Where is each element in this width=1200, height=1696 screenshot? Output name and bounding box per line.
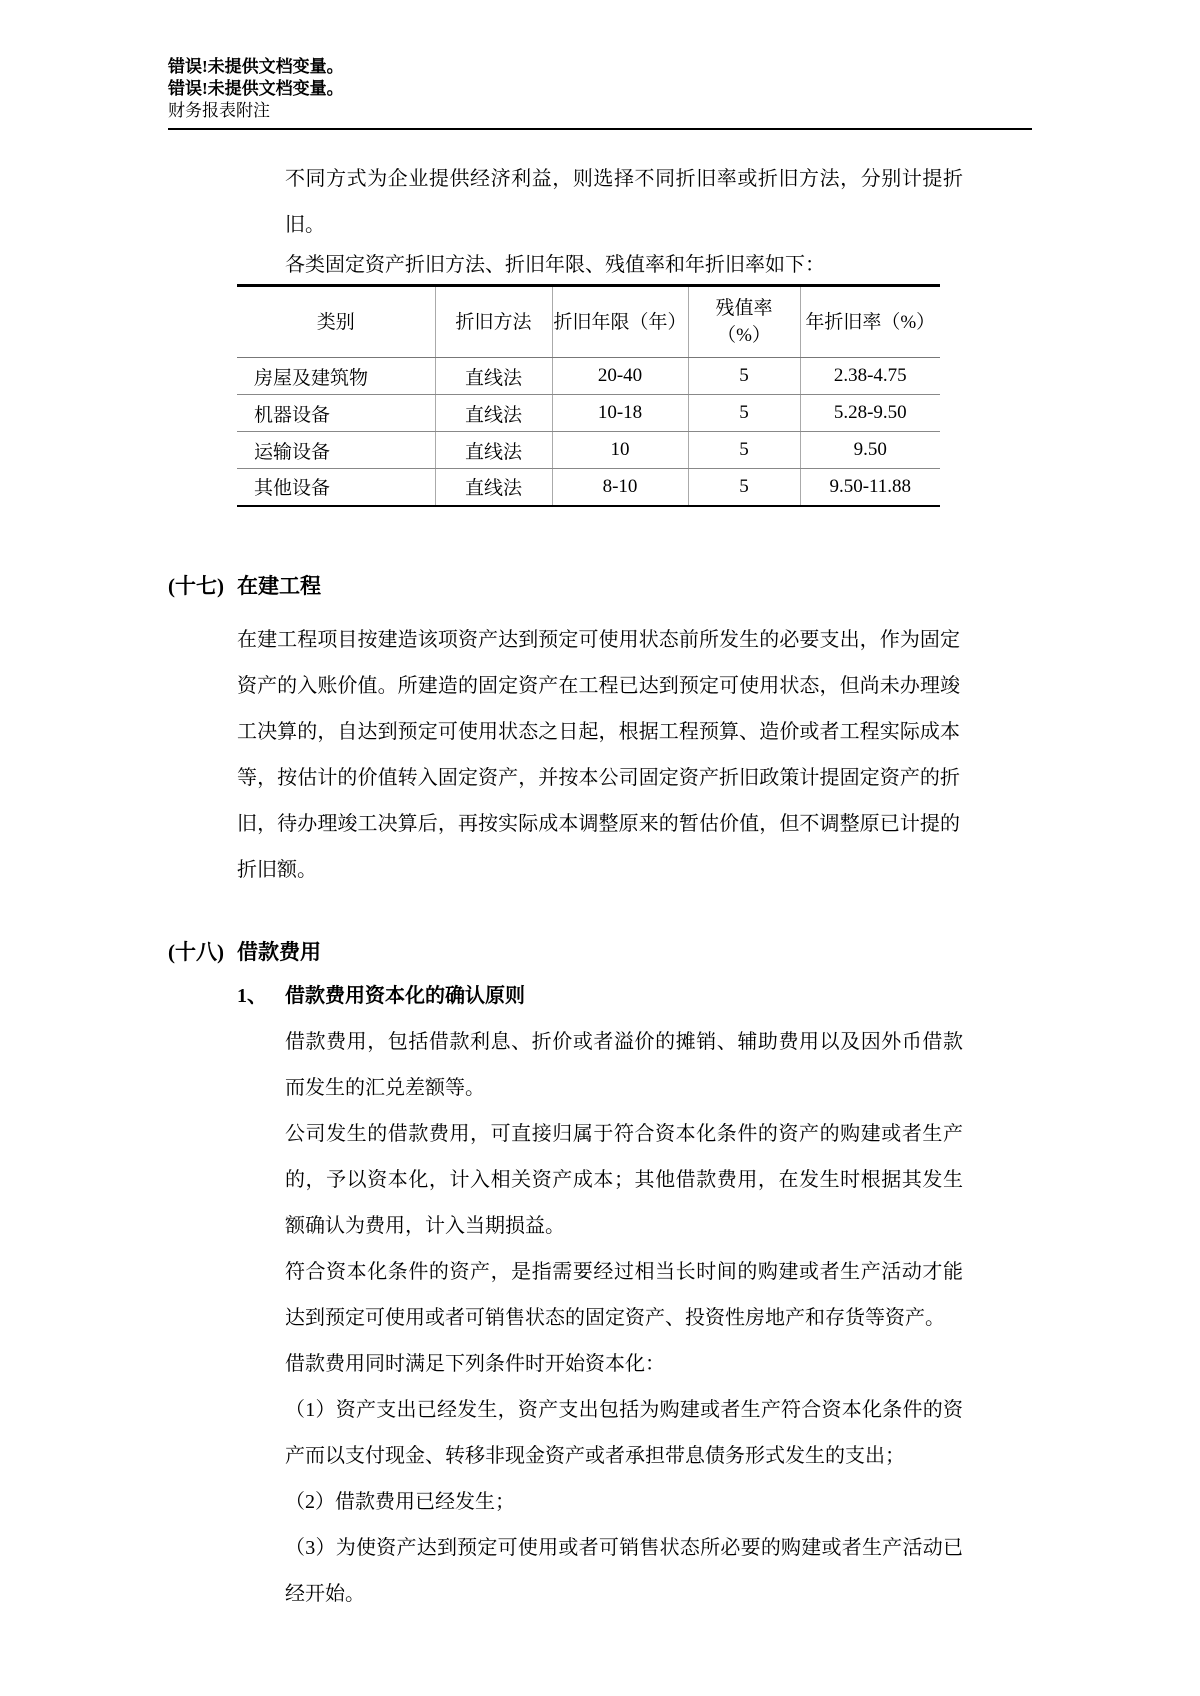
cell-category: 机器设备	[237, 395, 435, 432]
table-caption: 各类固定资产折旧方法、折旧年限、残值率和年折旧率如下：	[285, 254, 825, 276]
table-row	[237, 432, 940, 469]
section-18-number: (十八)	[168, 939, 224, 964]
depreciation-table	[237, 284, 940, 507]
header-variable-line-2: 错误!未提供文档变量。	[168, 79, 344, 98]
cell-method: 直线法	[435, 469, 552, 506]
header-cell-rate: 年折旧率（%）	[800, 286, 940, 358]
cell-method: 直线法	[435, 395, 552, 432]
header-cell-category: 类别	[237, 286, 435, 358]
paragraph: 借款费用同时满足下列条件时开始资本化：	[285, 1352, 665, 1375]
header-cell-method: 折旧方法	[435, 286, 552, 358]
cell-rate: 5.28-9.50	[800, 395, 940, 432]
paragraph: 符合资本化条件的资产，是指需要经过相当长时间的购建或者生产活动才能达到预定可使用或者可销售状态的固定资产、投资性房地产和存货等资产。	[285, 1260, 963, 1329]
cell-years: 10-18	[552, 395, 688, 432]
section-18-sub-1-paragraphs	[285, 1019, 963, 1617]
cell-rate: 9.50-11.88	[800, 469, 940, 506]
section-17	[168, 571, 1032, 893]
section-18-body	[237, 937, 1032, 1617]
cell-residual: 5	[688, 469, 800, 506]
page-header	[168, 56, 1032, 130]
cell-residual: 5	[688, 432, 800, 469]
cell-rate: 2.38-4.75	[800, 358, 940, 395]
header-variable-line-1: 错误!未提供文档变量。	[168, 57, 344, 76]
section-17-title: 在建工程	[237, 573, 321, 598]
cell-residual: 5	[688, 358, 800, 395]
header-cell-years: 折旧年限（年）	[552, 286, 688, 358]
section-17-paragraph: 在建工程项目按建造该项资产达到预定可使用状态前所发生的必要支出，作为固定资产的入账价值。所建造的固定资产在工程已达到预定可使用状态，但尚未办理竣工决算的，自达到预定可使用状态之日起，根据工程预算、造价或者工程实际成本等，按估计的价值转入固定资产，并按本公司固定资产折旧政策计提固定资产的折旧，待办理竣工决算后，再按实际成本调整原来的暂估价值，但不调整原已计提的折旧额。	[237, 628, 960, 881]
cell-method: 直线法	[435, 432, 552, 469]
cell-category: 运输设备	[237, 432, 435, 469]
cell-residual: 5	[688, 395, 800, 432]
section-18-title: 借款费用	[237, 939, 321, 964]
cell-rate: 9.50	[800, 432, 940, 469]
paragraph: 借款费用，包括借款利息、折价或者溢价的摊销、辅助费用以及因外币借款而发生的汇兑差额等。	[285, 1030, 963, 1099]
cell-years: 20-40	[552, 358, 688, 395]
header-cell-residual-line1: 残值率	[715, 298, 773, 319]
table-row	[237, 469, 940, 506]
table-header-row	[237, 286, 940, 358]
paragraph: 公司发生的借款费用，可直接归属于符合资本化条件的资产的购建或者生产的，予以资本化，计入相关资产成本；其他借款费用，在发生时根据其发生额确认为费用，计入当期损益。	[285, 1122, 963, 1237]
paragraph: （1）资产支出已经发生，资产支出包括为购建或者生产符合资本化条件的资产而以支付现金、转移非现金资产或者承担带息债务形式发生的支出；	[285, 1398, 963, 1467]
section-18	[168, 937, 1032, 1617]
sub-item-title: 借款费用资本化的确认原则	[285, 984, 525, 1007]
intro-paragraph: 不同方式为企业提供经济利益，则选择不同折旧率或折旧方法，分别计提折旧。	[285, 168, 963, 236]
paragraph: （2）借款费用已经发生；	[285, 1490, 515, 1513]
section-17-number: (十七)	[168, 573, 224, 598]
cell-method: 直线法	[435, 358, 552, 395]
table-row	[237, 358, 940, 395]
header-cell-residual	[688, 286, 800, 358]
header-subtitle: 财务报表附注	[168, 101, 270, 120]
cell-years: 8-10	[552, 469, 688, 506]
section-18-sub-1-heading	[237, 981, 1032, 1011]
cell-category: 其他设备	[237, 469, 435, 506]
cell-category: 房屋及建筑物	[237, 358, 435, 395]
header-cell-residual-line2: （%）	[717, 325, 771, 346]
paragraph: （3）为使资产达到预定可使用或者可销售状态所必要的购建或者生产活动已经开始。	[285, 1536, 963, 1605]
cell-years: 10	[552, 432, 688, 469]
table-row	[237, 395, 940, 432]
section-17-body	[237, 571, 1032, 893]
sub-item-number: 1、	[237, 984, 267, 1007]
